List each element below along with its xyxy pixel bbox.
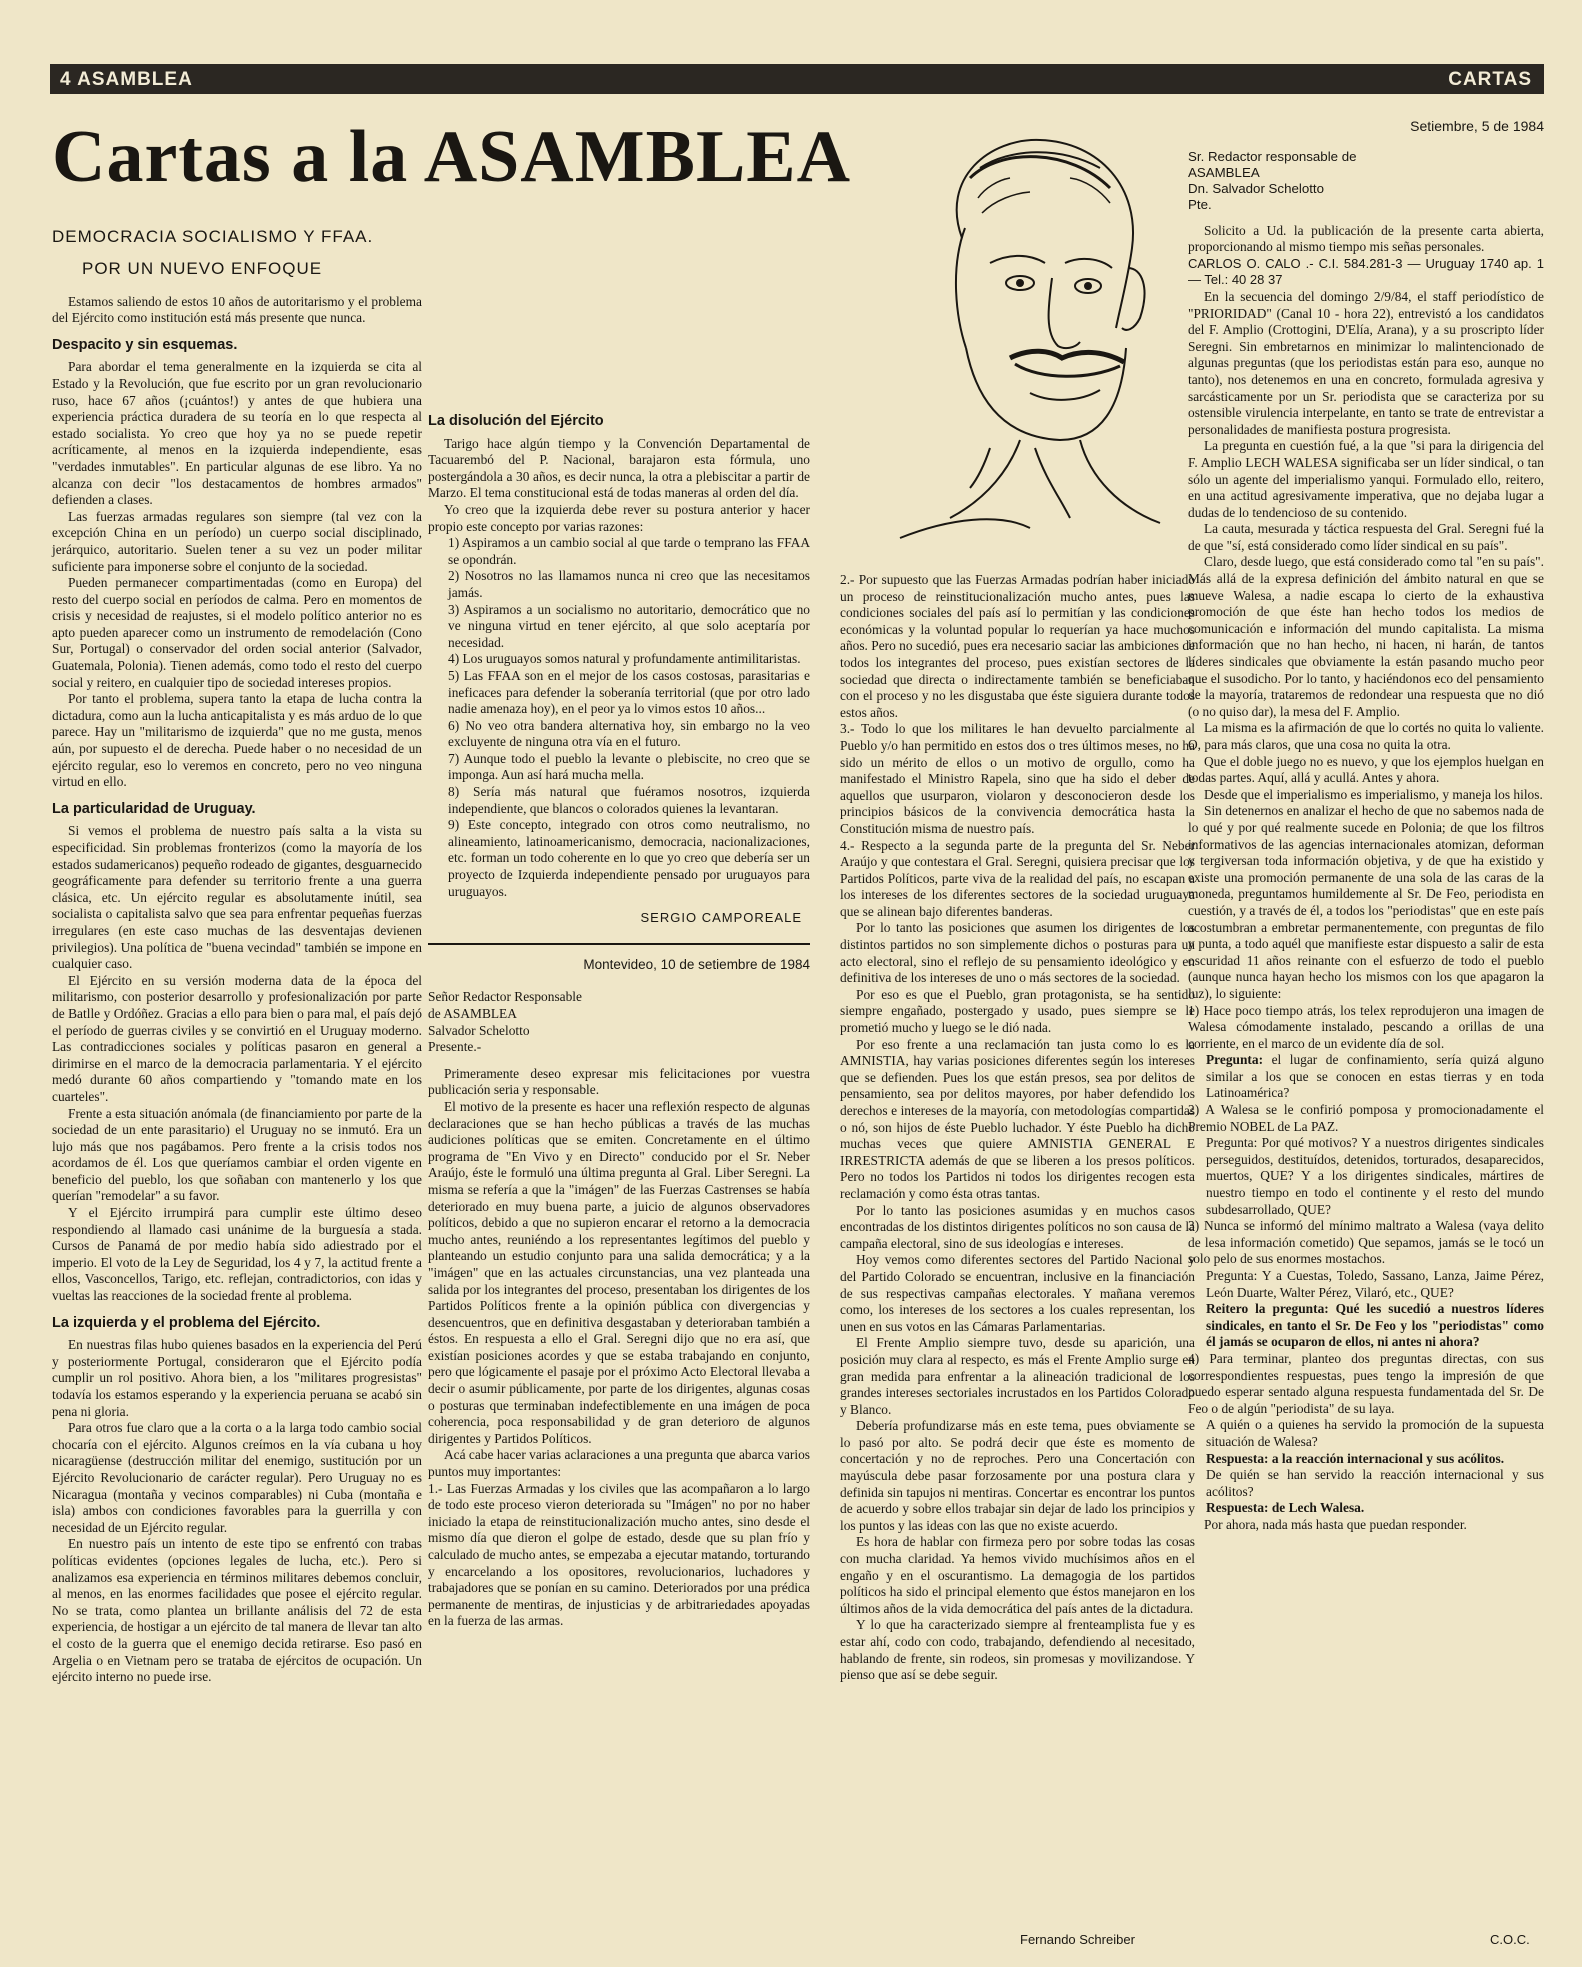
addressee-line: ASAMBLEA xyxy=(1188,164,1260,180)
article1-paragraph: Si vemos el problema de nuestro país salta a la vista su especificidad. Sin problemas fronterizos (como la mayoría de los estados sudamericanos) pequeño rodeado de gigantes, desguarnecido geográficamente para defender su territorio frente a una guerra clásica, etc. Un ejército regular es absolutamente inútil, sea socialista o capitalista salvo que sea para enfrentar pequeñas fuerzas irregulares (en este caso muchas de las desventajas devienen privilegios). Una política de "buena vecindad" también se impone en cualquier caso. xyxy=(52,823,422,972)
question-text: A quién o a quienes ha servido la promoción de la supuesta situación de Walesa? xyxy=(1206,1417,1544,1449)
article3-paragraph: Que el doble juego no es nuevo, y que los ejemplos huelgan en todas partes. Aquí, allá y acullá. Antes y ahora. xyxy=(1188,753,1544,786)
question-text: Pregunta: Por qué motivos? Y a nuestros dirigentes sindicales perseguidos, destituídos, detenidos, torturados, desaparecidos, muertos, QUE? Y a los dirigentes sindicales, mártires de nuestro tiempo en todo el continente y el resto del mundo subdesarrollado, QUE? xyxy=(1206,1135,1544,1217)
article3-paragraph: La misma es la afirmación de que lo cortés no quita lo valiente. O, para más claros, que una cosa no quita la otra. xyxy=(1188,720,1544,752)
article1-kicker: DEMOCRACIA SOCIALISMO Y FFAA. xyxy=(52,227,374,246)
list-item: 4) Los uruguayos somos natural y profundamente antimilitaristas. xyxy=(448,651,801,667)
page-header-bar xyxy=(50,64,1544,94)
article2-paragraph: El Frente Amplio siempre tuvo, desde su aparición, una posición muy clara al respecto, es más el Frente Amplio surge en gran medida para enfrentar a la alineación tradicional de los grandes intereses sectoriales incrustados en los Partidos Colorado y Blanco. xyxy=(840,1335,1195,1417)
article1-section-heading: La disolución del Ejército xyxy=(428,413,604,429)
portrait-drawing-icon xyxy=(870,118,1170,558)
article1-intro: Estamos saliendo de estos 10 años de autoritarismo y el problema del Ejército como institución está más presente que nunca. xyxy=(52,293,422,326)
list-item: 8) Sería más natural que fuéramos nosotros, izquierda independiente, que blancos o colorados quienes la levantaran. xyxy=(448,784,810,816)
addressee-line: Señor Redactor Responsable xyxy=(428,989,582,1005)
page-title: Cartas a la ASAMBLEA xyxy=(52,116,852,198)
article2-paragraph: Por eso frente a una reclamación tan justa como lo es la AMNISTIA, hay varias posiciones diferentes según los intereses que se defienden. Pues los que están presos, sea por delitos de pensamiento, sea por delitos mayores, por haber defendido los derechos e intereses de la mayoría, con metodologías compartidas o nó, son hijos de éste Pueblo luchador. Y éste Pueblo ha dicho muchas veces que quiere AMNISTIA GENERAL E IRRESTRICTA además de que se liberen a los presos políticos. Pero no todos los Partidos ni todos los dirigentes recogen esta reclamación y como ésta otras tantas. xyxy=(840,1036,1195,1201)
question-text xyxy=(1188,1052,1544,1102)
question-text: De quién se han servido la reacción internacional y sus acólitos? xyxy=(1206,1467,1544,1499)
article3-paragraph: La cauta, mesurada y táctica respuesta del Gral. Seregni fué la de que "sí, está considerado como líder sindical en su país". xyxy=(1188,521,1544,553)
page-label: 4 ASAMBLEA xyxy=(60,69,193,90)
question-item: 4) Para terminar, planteo dos preguntas directas, con sus correspondientes respuestas, pues tengo la impresión de que puedo esperar sentado alguna respuesta fundamentada del Sr. De Feo o de algún "periodista" de su laya. xyxy=(1188,1350,1544,1416)
article1-subtitle: POR UN NUEVO ENFOQUE xyxy=(82,259,323,278)
article1-paragraph: En nuestro país un intento de este tipo se enfrentó con trabas políticas evidentes (opciones legales de lucha, etc.). Pero si analizamos esa experiencia en términos militares debemos concluir, al menos, en las enormes facilidades que posee el ejército regular. No se trata, como plantea un brillante análisis del 72 de esta experiencia, de hostigar a un ejército de tal manera de llevar tan alto el costo de la guerra que el enemigo decida retirarse. Eso pasó en Argelia o en Vietnam pero se trataba de ejércitos de ocupación. Un ejército interno no puede irse. xyxy=(52,1536,422,1685)
article1-paragraph: Pueden permanecer compartimentadas (como en Europa) del resto del cuerpo social en períodos de calma. Pero en momentos de crisis y necesidad de reajustes, si el modelo político anterior no es apto pueden aparecer como un instrumento de remodelación (Cono Sur, Portugal) o conservador del orden social anterior (Salvador, Guatemala, Polonia). Tienen además, como todo el resto del cuerpo social y reitero, en cualquier tipo de sociedad intereses propios. xyxy=(52,575,422,690)
article3-paragraph: En la secuencia del domingo 2/9/84, el staff periodístico de "PRIORIDAD" (Canal 10 - hora 22), entrevistó a los candidatos del F. Amplio (Crottogini, D'Elía, Arana), y a su proscripto líder Seregni. Sin embretarnos en minimizar lo malintencionado de algunas preguntas (que los periodistas están para eso, aunque no tanto), nos detenemos en una en concreto, formulada agresiva y sarcásticamente por un Sr. periodista que se caracteriza por su ostensible virulencia interpelante, en tanto se trate de entrevistar a personalidades de manifiesta postura progresista. xyxy=(1188,288,1544,437)
addressee-line: Salvador Schelotto xyxy=(428,1022,530,1038)
question-item: 1) Hace poco tiempo atrás, los telex reprodujeron una imagen de Walesa cómodamente instalado, pescando a orillas de una corriente, en el marco de un evidente día de sol. xyxy=(1188,1002,1544,1051)
article1-section-heading: Despacito y sin esquemas. xyxy=(52,336,238,353)
article1-section-heading: La izquierda y el problema del Ejército. xyxy=(52,1314,321,1331)
article2-paragraph: Por lo tanto las posiciones que asumen los dirigentes de los distintos partidos no son simplemente dichos o posturas para un acto electoral, sino el reflejo de su pensamiento ideológico y en definitiva de los intereses de uno o más sectores de la sociedad. xyxy=(840,920,1195,986)
question-label: Pregunta: xyxy=(1206,1052,1264,1068)
article2-paragraph: 4.- Respecto a la segunda parte de la pregunta del Sr. Neber Araújo y que contestara el Gral. Seregni, quisiera precisar que los Partidos Políticos, parte viva de la realidad del país, no escapan a los intereses de los diferentes sectores de la sociedad uruguaya que se alinean bajo diferentes banderas. xyxy=(840,837,1195,919)
article1-paragraph: Para abordar el tema generalmente en la izquierda se cita al Estado y la Revolución, que fue escrito por un gran revolucionario ruso, hace 67 años (¡cuántos!) y antes de que hubiera una experiencia práctica duradera de su teoría en lo que respecta al estado socialista. Yo creo que hoy ya no se puede repetir acríticamente, al menos en la izquierda independiente, esas "verdades inmutables". En particular algunas de ese libro. Ya no alcanza con decir "los destacamentos de hombres armados" defienden a clases. xyxy=(52,359,422,508)
article1-paragraph: Por tanto el problema, supera tanto la etapa de lucha contra la dictadura, como aun la lucha anticapitalista y es más arduo de lo que parece. Hay un "militarismo de izquierda" que no me gusta, menos aún, por supuesto el de derecha. Puede haber o no necesidad de un ejército regular, eso lo veremos en concreto, pero no veo ninguna virtud en ello. xyxy=(52,691,422,790)
addressee-line: Dn. Salvador Schelotto xyxy=(1188,180,1325,196)
article1-paragraph: Para otros fue claro que a la corta o a la larga todo cambio social chocaría con el ejército. Algunos creímos en la vía cubana u hoy nicaragüense (destrucción militar del enemigo, sustitución por un Ejército Revolucionario de carácter regular). Pero Uruguay no es Nicaragua (montaña y vecinos comparables) ni Cuba (montaña e isla) ambos con condiciones favorables para la guerrilla y con necesidad de un Ejército regular. xyxy=(52,1420,422,1535)
question-text: Reitero la pregunta: Qué les sucedió a nuestros líderes sindicales, en tanto el Sr. De Feo y los "periodistas" como él jamás se ocuparon de ellos, ni antes ni ahora? xyxy=(1206,1301,1544,1350)
article1-paragraph: El Ejército en su versión moderna data de la época del militarismo, con posterior desarrollo y profesionalización por parte de Batlle y Ordóñez. Gracias a ello para bien o para mal, el país dejó el período de guerras civiles y se convirtió en el Uruguay moderno. Las contradicciones sociales y políticas pasaron en general a dirimirse en el marco de la democracia parlamentaria. Y el ejército medó durante 60 años compartiendo y "tomando mate en los cuarteles". xyxy=(52,972,422,1104)
question-text: Pregunta: Y a Cuestas, Toledo, Sassano, Lanza, Jaime Pérez, León Duarte, Walter Pérez, Vilaró, etc., QUE? xyxy=(1206,1268,1544,1300)
article3-paragraph: Sin detenernos en analizar el hecho de que no sabemos nada de lo qué y por qué realmente sucede en Polonia; de que los filtros informativos de las agencias internacionales atomizan, deforman y tergiversan toda información objetiva, y de que ha existido y existe una promoción permanente de una sola de las caras de la moneda, preguntamos humildemente al Sr. De Feo, periodista en cuestión, y a través de él, a todos los "periodistas" que en este país acostumbran a embretar permanentemente, con preguntas de filo y punta, a todo aquél que manifieste estar dispuesto a salir de esta oscuridad 11 años reinante con el esfuerzo de todo el pueblo (aunque nunca hayan hecho los mismos con los que apagaron la luz), lo siguiente: xyxy=(1188,803,1544,1001)
article2-paragraph: Es hora de hablar con firmeza pero por sobre todas las cosas con mucha claridad. Ya hemos vivido muchísimos años en el engaño y en el oscurantismo. La demagogia de los partidos políticos ha sido el principal elemento que éstos manejaron en los últimos años de la vida democrática del país antes de la dictadura. xyxy=(840,1534,1195,1616)
article3-paragraph: Desde que el imperialismo es imperialismo, y maneja los hilos. xyxy=(1204,786,1543,802)
section-label: CARTAS xyxy=(1448,69,1532,90)
list-item: 3) Aspiramos a un socialismo no autoritario, democrático que no ve ninguna virtud en tener ejército, al que solo aceptaría por necesidad. xyxy=(448,601,810,650)
article2-paragraph: El motivo de la presente es hacer una reflexión respecto de algunas declaraciones que se han hecho públicas a través de las muchas audiciones políticas que se emiten. Concretamente en el último programa de "En Vivo y en Directo" conducido por el Sr. Neber Araújo, éste le formuló una última pregunta al Gral. Liber Seregni. La misma se refería a que la "imágen" de las Fuerzas Castrenses se había deteriorado en muy buena parte, a juicio de algunos observadores políticos, debido a que no supieron encarar el retorno a la democracia mucho antes, reuniéndo a los representantes legítimos del pueblo y planteando un estudio conjunto para una salida democrática; y a la "imágen" que en las actuales circunstancias, una vez planteada una salida por los integrantes del proceso, presentaban los dirigentes de los Partidos Políticos frente a la opinión pública con divergencias y desencuentros, que en definitiva desgastaban y deterioraban también a éstos. En respuesta a ello el Gral. Seregni dijo que no era así, que existían posiciones acordes y que se estaba trabajando en conjunto, pero que lógicamente el pasaje por el próximo Acto Electoral llevaba a decir o asumir públicamente, por parte de los dirigentes, algunas cosas o posturas que terminaban indefectiblemente en una imágen de poca coherencia, poca responsabilidad y de gran deterioro de algunos dirigentes y Partidos Políticos. xyxy=(428,1098,810,1446)
answer-text: Respuesta: a la reacción internacional y sus acólitos. xyxy=(1206,1450,1505,1466)
list-item: 2) Nosotros no las llamamos nunca ni creo que las necesitamos jamás. xyxy=(448,568,810,600)
article2-signature: Fernando Schreiber xyxy=(1020,1932,1135,1947)
article3-column4 xyxy=(1188,118,1544,1534)
article1-paragraph: Las fuerzas armadas regulares son siempre (tal vez con la excepción China en un período) un cuerpo social disciplinado, jerárquico, autoritario. Suelen tener a su vez un poder militar suficiente para imponerse sobre el conjunto de la sociedad. xyxy=(52,508,422,574)
list-item: 7) Aunque todo el pueblo la levante o plebiscite, no creo que se imponga. Aun así hará mucha mella. xyxy=(448,750,810,783)
article3-paragraph: Claro, desde luego, que está considerado como tal "en su país". Más allá de la expresa definición del ámbito natural en que se mueve Walesa, a nadie escapa lo cierto de la exhaustiva promoción de que éste han hecho todos los medios de comunicación e información del mundo capitalista. La misma información que no han hecho, ni hacen, ni harán, de tantos líderes sindicales que obviamente la están pasando mucho peor que el susodicho. Por lo tanto, y haciéndonos eco del pensamiento de la mayoría, trataremos de redondear una respuesta que no dió (o no quiso dar), la mesa del F. Amplio. xyxy=(1188,554,1544,719)
article3-sender: CARLOS O. CALO .- C.I. 584.281-3 — Uruguay 1740 ap. 1 — Tel.: 40 28 37 xyxy=(1188,255,1544,288)
article2-paragraph: Acá cabe hacer varias aclaraciones a una pregunta que abarca varios puntos muy importantes: xyxy=(428,1447,810,1480)
article2-addressee xyxy=(428,989,810,1055)
article1-paragraph: En nuestras filas hubo quienes basados en la experiencia del Perú y posteriormente Portugal, consideraron que el Ejército podía cumplir un rol positivo. Ahora bien, a los "militares progresistas" todavía los estamos esperando y la experiencia peruana se acabó sin pena ni gloria. xyxy=(52,1337,422,1419)
list-item: 6) No veo otra bandera alternativa hoy, sin embargo no la veo excluyente de ninguna otra vía en el futuro. xyxy=(448,717,810,750)
article1-paragraph: Y el Ejército irrumpirá para cumplir este último deseo respondiendo al llamado casi unánime de la burguesía a stada. Cursos de Panamá de por medio había sido adiestrado por el imperio. El voto de la Ley de Seguridad, los 4 y 7, la actitud frente a ellos, Vasconcellos, Tarigo, etc. reflejan, contradictorios, con idas y vueltas las reacciones de la sociedad frente al problema. xyxy=(52,1205,422,1304)
article3-paragraph: La pregunta en cuestión fué, a la que "si para la dirigencia del F. Amplio LECH WALESA significaba ser un líder sindical, o tan sólo un agente del imperialismo yanqui. Formulado ello, reitero, en una actitud agresivamente imperativa, que no dejaba lugar a dudas de lo tendencioso de su contenido. xyxy=(1188,438,1544,520)
question-item: 2) A Walesa se le confirió pomposa y promocionadamente el Premio NOBEL de La PAZ. xyxy=(1188,1102,1544,1134)
article2-paragraph: 2.- Por supuesto que las Fuerzas Armadas podrían haber iniciado un proceso de reinstitucionalización mucho antes, pues las condiciones sociales del país así lo permitían y las condiciones económicas y la voluntad popular lo requerían ya hace muchos años. Pero no sucedió, pues era necesario saciar las ambiciones de todos los integrantes del proceso, pues existían sectores de la sociedad que directa o indirectamente también se beneficiaban con el proceso y no les disgustaba que éste siguiera durante todos estos años. xyxy=(840,572,1195,720)
article1-paragraph: Frente a esta situación anómala (de financiamiento por parte de la sociedad de un ente parasitario) el Uruguay no se inmutó. Era un lujo más que nos pagábamos. Pero frente a la crisis todos nos acordamos de él. Los que queríamos cambiar el orden vigente en beneficio del pueblo, los que soñaban con mantenerlo y los que querían "remodelar" a su favor. xyxy=(52,1105,422,1204)
article1-paragraph: Tarigo hace algún tiempo y la Convención Departamental de Tacuarembó del P. Nacional, barajaron esta fórmula, uno postergándola a 30 años, es decir nunca, la otra a plebiscitar a partir de Marzo. El tema constitucional está de todas maneras al orden del día. xyxy=(428,435,810,501)
article2-paragraph: 1.- Las Fuerzas Armadas y los civiles que las acompañaron a lo largo de todo este proceso vieron deteriorada su "Imágen" no por no haber iniciado la etapa de reinstitucionalización mucho antes, sino desde el mismo día que dieron el golpe de estado, desde que su plan frío y calculado de mucho antes, se empezaba a ejecutar matando, torturando y encarcelando a los opositores, revolucionarios, luchadores y trabajadores que se ponían en su camino. Deteriorados por una prédica permanente de mentiras, de injusticias y de arbitrariedades apoyadas en la fuerza de las armas. xyxy=(428,1480,810,1629)
addressee-line: Presente.- xyxy=(428,1039,482,1055)
article2-paragraph: 3.- Todo lo que los militares le han devuelto parcialmente al Pueblo y/o han permitido en estos dos o tres últimos meses, no ha sido un mérito de ellos o un motivo de orgullo, como ha manifestado el Ministro Rapela, sino que ha sido el deber de aquellos que usurparon, violaron y desconocieron desde los principios básicos de la convivencia democrática hasta la Constitución misma de nuestro país. xyxy=(840,721,1195,836)
article3-paragraph: Solicito a Ud. la publicación de la presente carta abierta, proporcionando al mismo tiempo mis señas personales. xyxy=(1188,222,1544,255)
question-item: 3) Nunca se informó del mínimo maltrato a Walesa (vaya delito de lesa información cometido) Que sepamos, jamás se le tocó un solo pelo de sus enormes mostachos. xyxy=(1188,1218,1544,1267)
article2-dateline: Montevideo, 10 de setiembre de 1984 xyxy=(583,956,810,972)
article2-paragraph: Y lo que ha caracterizado siempre al frenteamplista fue y es estar ahí, codo con codo, trabajando, defendiendo al necesitado, hablando de frente, sin rodeos, sin promesas y movilizandose. Y pienso que así se debe seguir. xyxy=(840,1617,1195,1683)
addressee-line: Pte. xyxy=(1188,196,1212,212)
article3-date: Setiembre, 5 de 1984 xyxy=(1410,118,1544,134)
article1-signature: SERGIO CAMPOREALE xyxy=(640,910,802,926)
divider xyxy=(428,943,810,945)
article2-paragraph: Por eso es que el Pueblo, gran protagonista, se ha sentido siempre engañado, postergado y usado, pues siempre se le prometió mucho y luego se le dió nada. xyxy=(840,986,1195,1036)
article3-signature: C.O.C. xyxy=(1490,1932,1530,1947)
article1-column1 xyxy=(52,208,422,1686)
reasons-list xyxy=(428,535,810,900)
article1-section-heading: La particularidad de Uruguay. xyxy=(52,800,256,817)
article-column2 xyxy=(428,208,810,1630)
list-item: 5) Las FFAA son en el mejor de los casos costosas, parasitarias e ineficaces para defender la soberanía territorial (que por otro lado nadie amenaza hoy), en el peor ya lo vimos estos 10 años... xyxy=(448,667,810,717)
question-body: el lugar de confinamiento, sería quizá alguno similar a los que se conocen en estas tierras y en toda Latinoamérica? xyxy=(1206,1052,1544,1101)
article2-paragraph: Primeramente deseo expresar mis felicitaciones por vuestra publicación seria y responsable. xyxy=(428,1065,810,1098)
list-item: 1) Aspiramos a un cambio social al que tarde o temprano las FFAA se opondrán. xyxy=(448,535,810,567)
article2-paragraph: Por lo tanto las posiciones asumidas y en muchos casos encontradas de los distintos dirigentes políticos no son causa de la campaña electoral, sino de sus ideologías e intereses. xyxy=(840,1202,1195,1251)
addressee-line: de ASAMBLEA xyxy=(428,1006,517,1021)
addressee-line: Sr. Redactor responsable de xyxy=(1188,148,1357,164)
article2-paragraph: Hoy vemos como diferentes sectores del Partido Nacional y del Partido Colorado se encuentran, inclusive en la financiación de sus respectivas campañas electorales. Y mañana veremos como, los intereses de los sectores a los cuales representan, los unen en sus votos en las Cámaras Parlamentarias. xyxy=(840,1252,1195,1334)
article3-closing: Por ahora, nada más hasta que puedan responder. xyxy=(1204,1516,1467,1532)
article2-column3 xyxy=(840,572,1195,1684)
answer-text: Respuesta: de Lech Walesa. xyxy=(1206,1500,1365,1516)
article2-paragraph: Debería profundizarse más en este tema, pues obviamente se lo pasó por alto. Se podrá decir que éste es momento de concertación y no de reproches. Pero una Concertación con mayúscula debe pasar forzosamente por una postura clara y definida sin tapujos ni mentiras. Concertar es encontrar los puntos de acuerdo y sobre ellos trabajar sin dejar de lado los principios y los puntos y las ideas con las que no existe acuerdo. xyxy=(840,1418,1195,1533)
article3-addressee xyxy=(1188,149,1544,213)
list-item: 9) Este concepto, integrado con otros como neutralismo, no alineamiento, latinoamericanismo, democracia, nacionalizaciones, etc. forman un todo coherente en lo que yo creo que debería ser un proyecto de Izquierda independiente pensado por uruguayos para uruguayos. xyxy=(448,817,810,899)
article1-paragraph: Yo creo que la izquierda debe rever su postura anterior y hacer propio este concepto por varias razones: xyxy=(428,501,810,534)
